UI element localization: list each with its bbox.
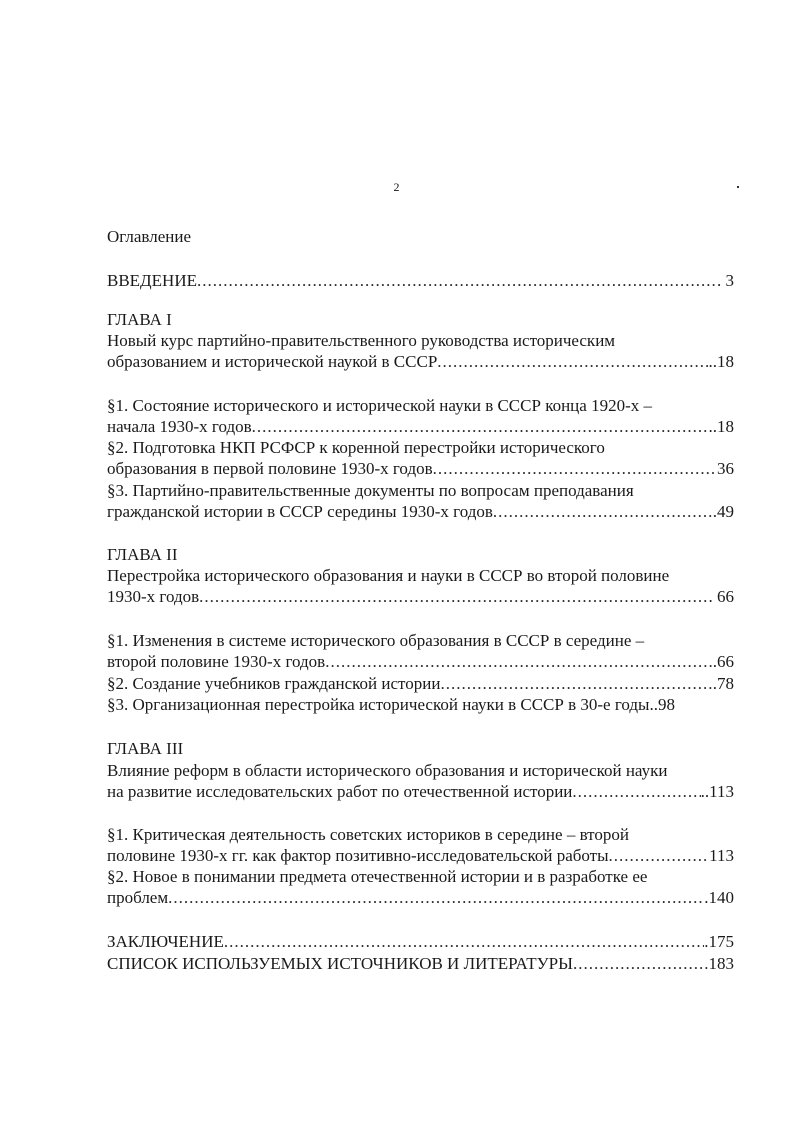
leader-dots — [199, 586, 708, 607]
section-3-2-line1: §2. Новое в понимании предмета отечественной истории и в разработке ее — [107, 867, 648, 886]
toc-entry-text: проблем — [107, 888, 169, 907]
leader-dots — [573, 953, 709, 974]
toc-entry-chapter-2[interactable] — [107, 586, 734, 607]
toc-entry-page: .49 — [712, 502, 734, 521]
toc-entry-page: ..18 — [708, 417, 734, 436]
page-number: 2 — [393, 180, 400, 194]
toc-entry-chapter-1[interactable] — [107, 351, 734, 372]
toc-entry-page: . 66 — [708, 587, 734, 606]
toc-entry-text: на развитие исследовательских работ по отечественной истории — [107, 782, 573, 801]
chapter-3-heading: ГЛАВА III — [107, 739, 184, 758]
chapter-1-heading: ГЛАВА I — [107, 310, 172, 329]
toc-entry-text: ВВЕДЕНИЕ — [107, 271, 197, 290]
toc-entry-page: . 3 — [717, 271, 734, 290]
toc-entry-section-1-1[interactable] — [107, 416, 734, 437]
toc-entry-section-1-3[interactable] — [107, 501, 734, 522]
section-1-2-line1: §2. Подготовка НКП РСФСР к коренной перестройки исторического — [107, 438, 605, 457]
toc-entry-text: СПИСОК ИСПОЛЬЗУЕМЫХ ИСТОЧНИКОВ И ЛИТЕРАТУРЫ — [107, 954, 573, 973]
chapter-2-title-line1: Перестройка исторического образования и науки в СССР во второй половине — [107, 566, 670, 585]
toc-entry-section-2-2[interactable] — [107, 673, 734, 694]
toc-entry-chapter-3[interactable] — [107, 781, 734, 802]
toc-entry-section-3-2[interactable] — [107, 887, 734, 908]
toc-entry-section-1-2[interactable] — [107, 458, 734, 479]
toc-entry-page: .66 — [712, 652, 734, 671]
toc-entry-text: половине 1930-х гг. как фактор позитивно-исследовательской работы — [107, 846, 609, 865]
toc-title: Оглавление — [107, 227, 191, 246]
toc-entry-section-2-3[interactable]: §3. Организационная перестройка исторической науки в СССР в 30-е годы..98 — [107, 695, 675, 714]
leader-dots — [433, 458, 717, 479]
toc-entry-page: 183 — [708, 954, 734, 973]
toc-entry-page: ..18 — [708, 352, 734, 371]
toc-entry-text: образования в первой половине 1930-х годов — [107, 459, 433, 478]
chapter-3-title-line1: Влияние реформ в области исторического образования и исторической науки — [107, 761, 668, 780]
scan-speck — [737, 186, 739, 188]
toc-entry-text: 1930-х годов — [107, 587, 200, 606]
section-2-1-line1: §1. Изменения в системе исторического образования в СССР в середине – — [107, 631, 645, 650]
section-3-1-line1: §1. Критическая деятельность советских историков в середине – второй — [107, 825, 629, 844]
leader-dots — [168, 887, 704, 908]
chapter-1-title-line1: Новый курс партийно-правительственного руководства историческим — [107, 331, 616, 350]
toc-entry-page: ..113 — [700, 782, 734, 801]
toc-entry-text: начала 1930-х годов — [107, 417, 252, 436]
toc-entry-page: .175 — [704, 932, 734, 951]
leader-dots — [325, 651, 713, 672]
leader-dots — [224, 931, 704, 952]
toc-entry-text: образованием и исторической наукой в СССР — [107, 352, 438, 371]
toc-entry-page: .140 — [704, 888, 734, 907]
chapter-2-heading: ГЛАВА II — [107, 545, 178, 564]
toc-entry-section-3-1[interactable] — [107, 845, 734, 866]
toc-entry-conclusion[interactable] — [107, 931, 734, 952]
leader-dots — [437, 351, 708, 372]
section-1-1-line1: §1. Состояние исторического и исторической науки в СССР конца 1920-х – — [107, 396, 652, 415]
toc-entry-text: ЗАКЛЮЧЕНИЕ — [107, 932, 224, 951]
toc-entry-text: §2. Создание учебников гражданской истории — [107, 674, 441, 693]
leader-dots — [440, 673, 712, 694]
leader-dots — [572, 781, 700, 802]
toc-entry-text: гражданской истории в СССР середины 1930-х годов — [107, 502, 493, 521]
toc-entry-section-2-1[interactable] — [107, 651, 734, 672]
leader-dots — [197, 270, 717, 291]
toc-entry-intro[interactable] — [107, 270, 734, 291]
toc-entry-page: 36 — [717, 459, 734, 478]
leader-dots — [493, 501, 713, 522]
toc-entry-sources[interactable] — [107, 953, 734, 974]
toc-entry-page: 113 — [709, 846, 734, 865]
toc-entry-text: второй половине 1930-х годов — [107, 652, 326, 671]
leader-dots — [609, 845, 710, 866]
section-1-3-line1: §3. Партийно-правительственные документы по вопросам преподавания — [107, 481, 634, 500]
toc-entry-page: .78 — [712, 674, 734, 693]
leader-dots — [252, 416, 709, 437]
